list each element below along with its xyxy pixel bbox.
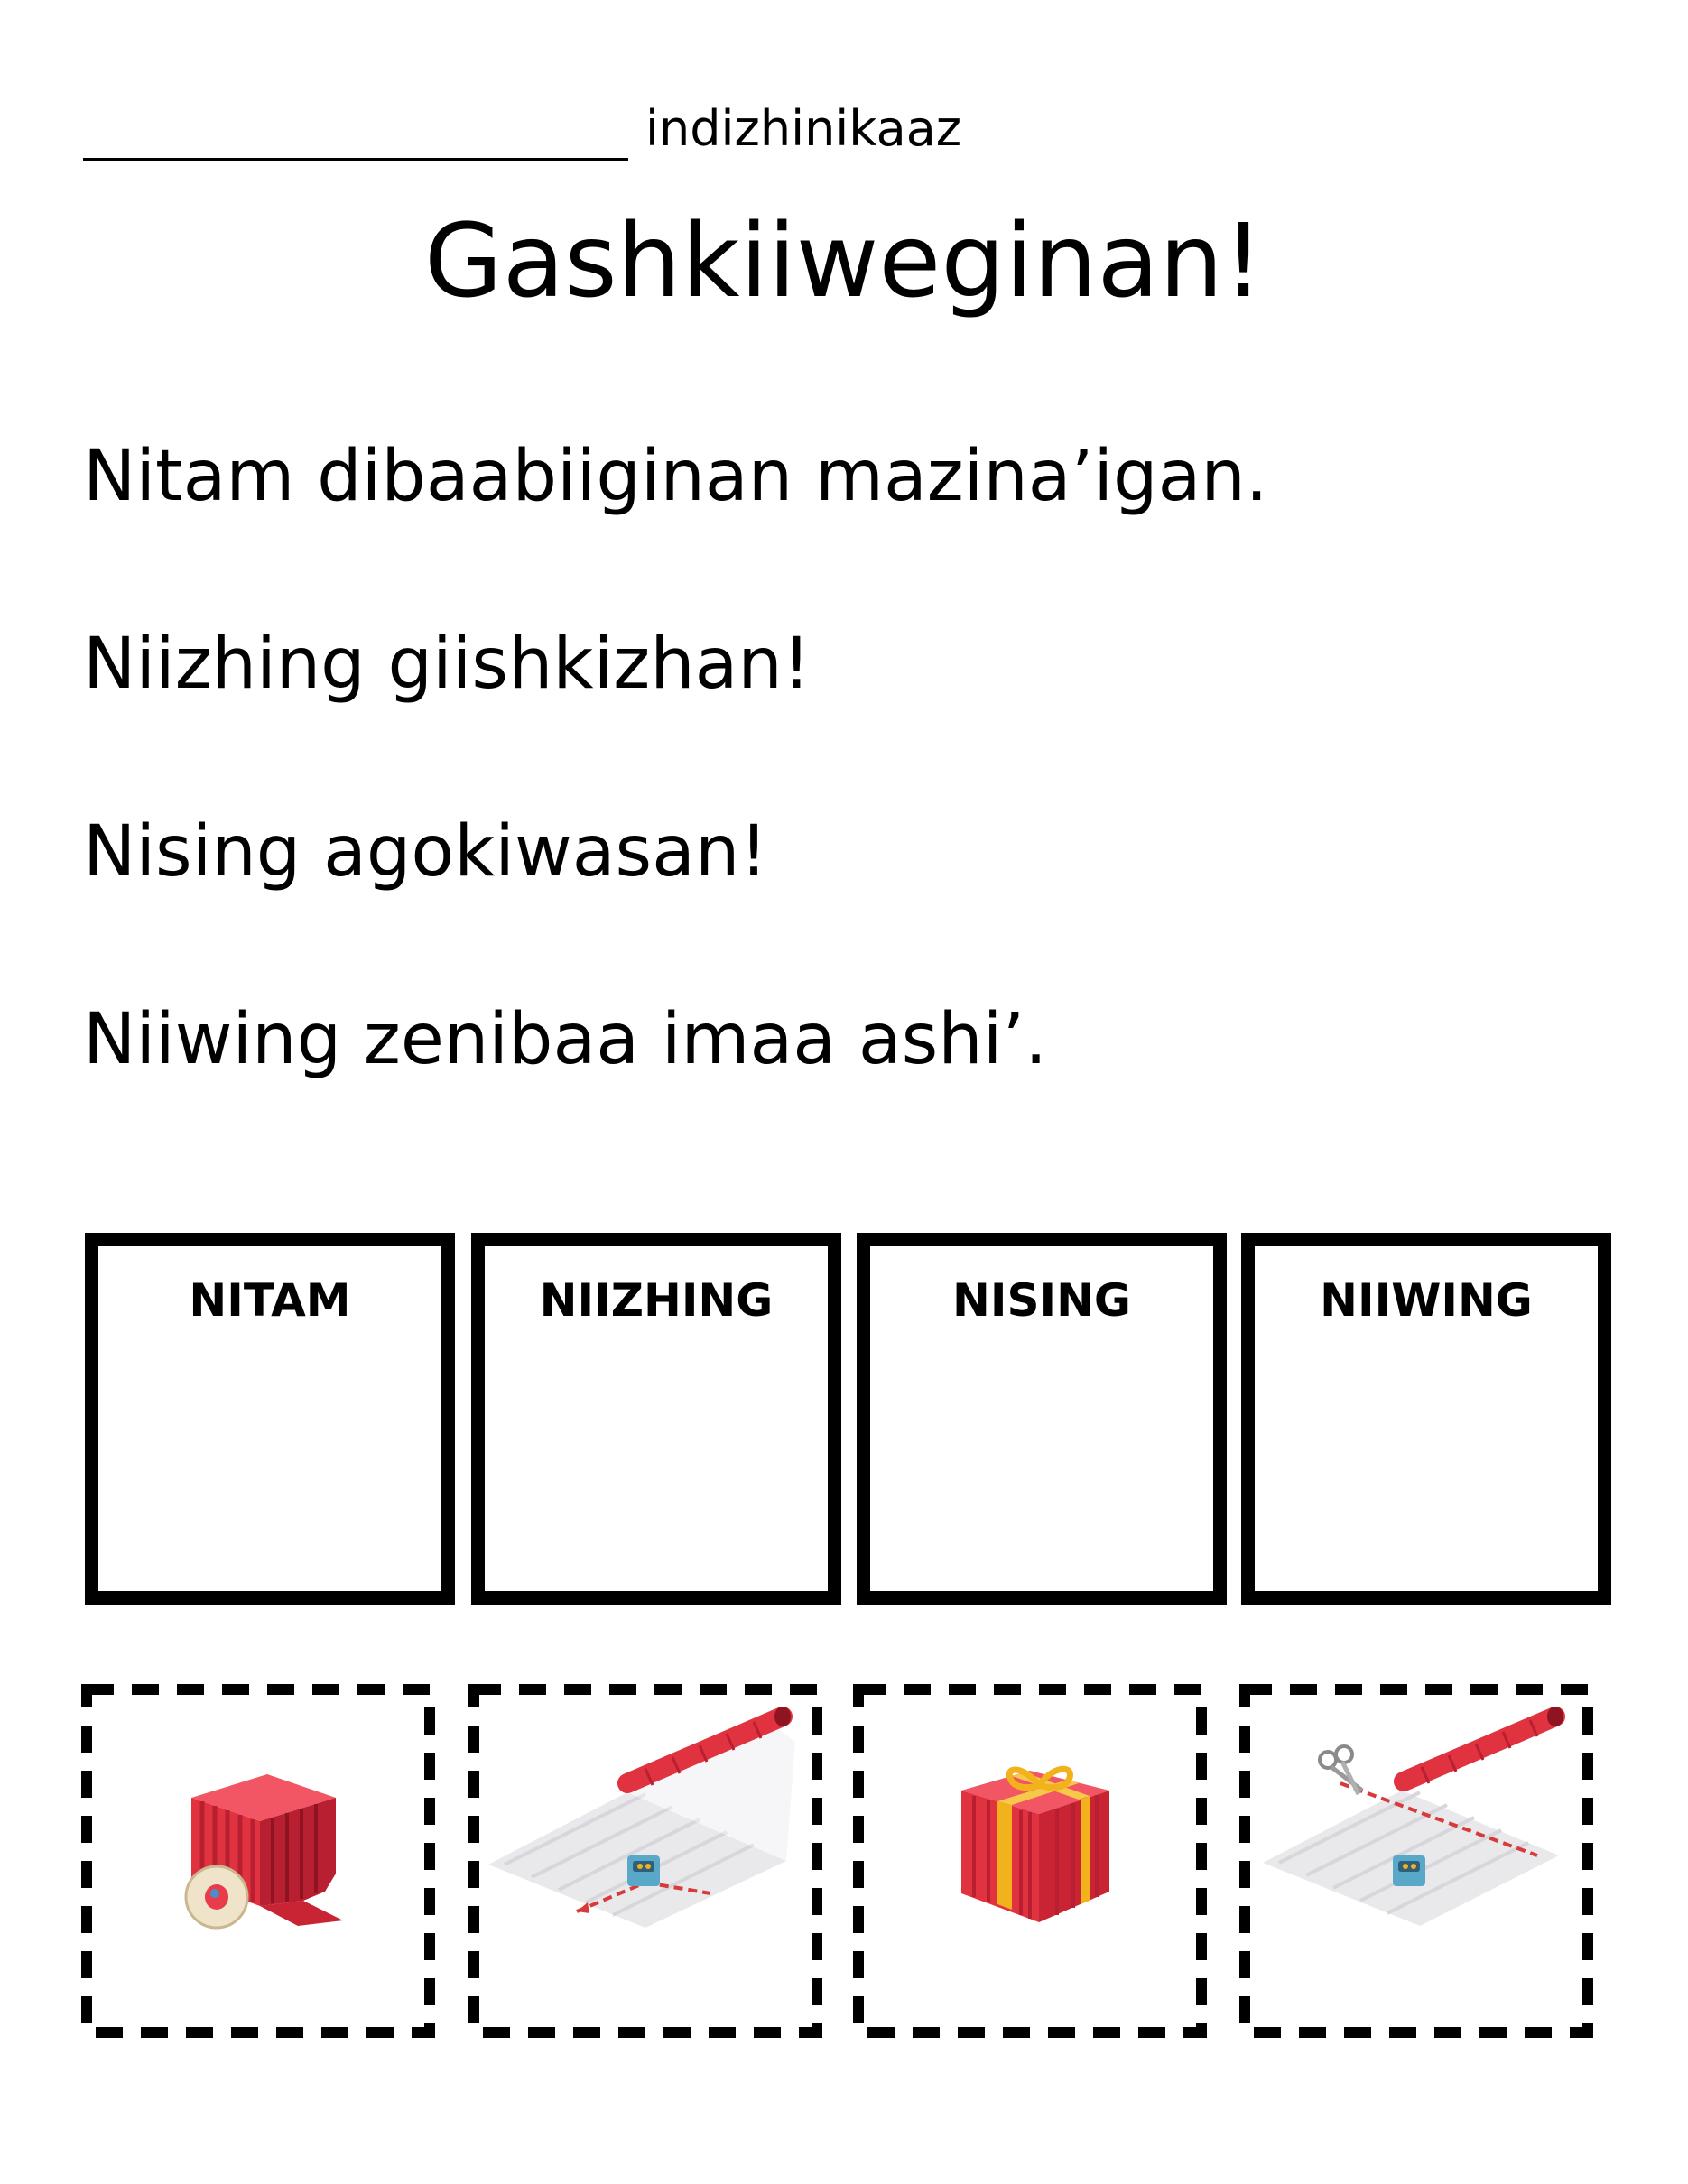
- name-blank-line[interactable]: [83, 111, 628, 161]
- sequence-box-3[interactable]: [857, 1233, 1227, 1605]
- step-2-text: Niizhing giishkizhan!: [83, 624, 812, 705]
- step-1-text: Nitam dibaabiiginan mazina’igan.: [83, 436, 1268, 517]
- wrapped-gift-box-icon: [853, 1684, 1207, 2038]
- cut-card-1[interactable]: [81, 1684, 435, 2038]
- name-label: indizhinikaaz: [645, 100, 962, 157]
- cut-card-3[interactable]: [853, 1684, 1207, 2038]
- sequence-box-label: NISING: [952, 1274, 1131, 1327]
- measured-wrapping-paper-icon: [468, 1684, 822, 2038]
- sequence-box-label: NIIZHING: [539, 1274, 774, 1327]
- cut-card-2[interactable]: [468, 1684, 822, 2038]
- sequence-box-1[interactable]: [85, 1233, 455, 1605]
- wrapped-paper-with-tape-icon: [81, 1684, 435, 2038]
- sequence-box-2[interactable]: [471, 1233, 841, 1605]
- step-3-text: Nising agokiwasan!: [83, 811, 768, 893]
- step-4-text: Niiwing zenibaa imaa ashi’.: [83, 999, 1048, 1080]
- cutting-wrapping-paper-scissors-icon: [1239, 1684, 1593, 2038]
- sequence-box-4[interactable]: [1241, 1233, 1611, 1605]
- page-title: Gashkiiweginan!: [423, 203, 1265, 320]
- cut-card-4[interactable]: [1239, 1684, 1593, 2038]
- sequence-box-label: NIIWING: [1320, 1274, 1533, 1327]
- sequence-box-label: NITAM: [189, 1274, 351, 1327]
